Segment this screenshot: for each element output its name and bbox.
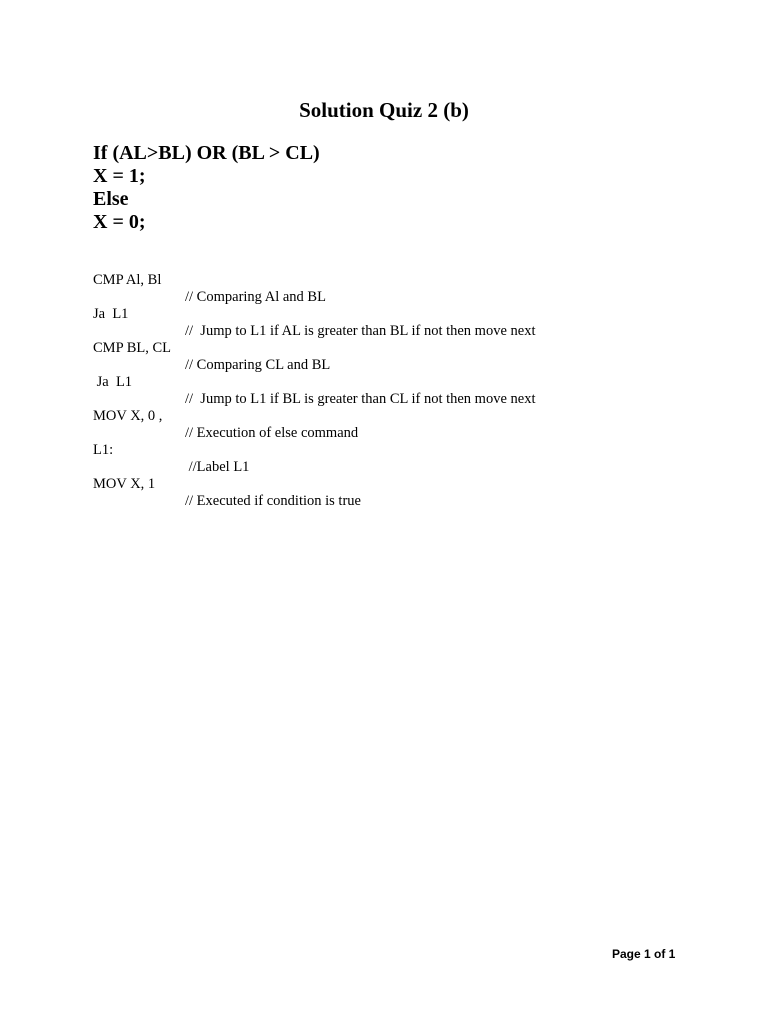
asm-instruction: MOV X, 0 , — [93, 408, 163, 424]
asm-comment: // Comparing Al and BL — [185, 289, 326, 305]
pseudocode-line: Else — [93, 188, 129, 210]
asm-comment: //Label L1 — [185, 459, 250, 475]
pseudocode-line: X = 1; — [93, 165, 146, 187]
asm-comment: // Comparing CL and BL — [185, 357, 331, 373]
asm-instruction: CMP Al, Bl — [93, 272, 162, 288]
asm-comment: // Jump to L1 if BL is greater than CL if not then move next — [185, 391, 536, 407]
asm-comment: // Executed if condition is true — [185, 493, 361, 509]
pseudocode-line: X = 0; — [93, 211, 146, 233]
asm-instruction: Ja L1 — [93, 374, 133, 390]
asm-instruction: L1: — [93, 442, 114, 458]
assembly-code-block — [93, 272, 536, 510]
asm-comment: // Jump to L1 if AL is greater than BL if not then move next — [185, 323, 536, 339]
asm-instruction: Ja L1 — [93, 306, 129, 322]
page-number-footer: Page 1 of 1 — [612, 947, 676, 961]
pseudocode-block — [93, 142, 320, 234]
asm-instruction: CMP BL, CL — [93, 340, 172, 356]
asm-instruction: MOV X, 1 — [93, 476, 156, 492]
pseudocode-line: If (AL>BL) OR (BL > CL) — [93, 142, 320, 164]
page-title: Solution Quiz 2 (b) — [299, 98, 469, 122]
asm-comment: // Execution of else command — [185, 425, 359, 441]
